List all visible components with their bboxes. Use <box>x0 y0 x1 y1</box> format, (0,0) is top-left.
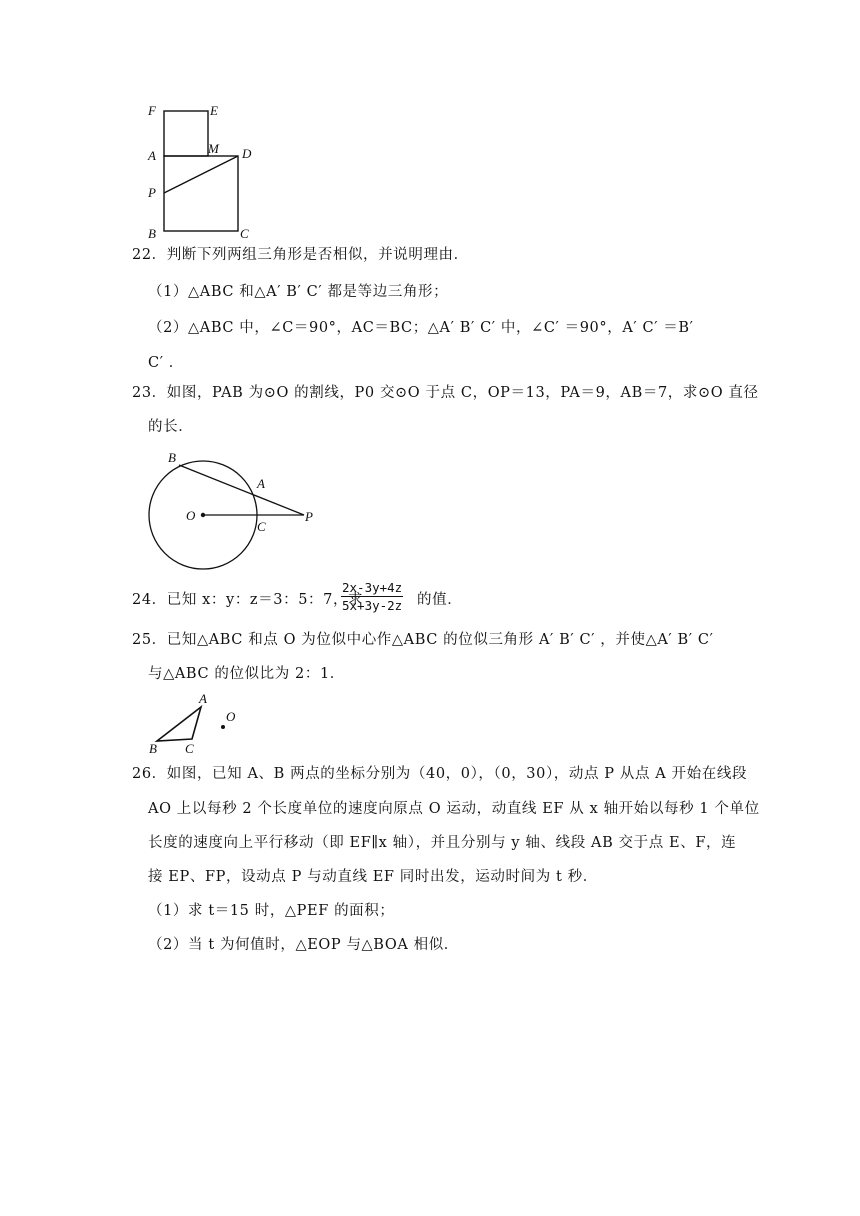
q26-line2: AO 上以每秒 2 个长度单位的速度向原点 O 运动，动直线 EF 从 x 轴开始以每秒 1 个单位 <box>148 801 760 817</box>
q22-part2-line2: C′ ． <box>148 355 184 371</box>
label-b: B <box>149 741 157 756</box>
q25-line1: 25．已知△ABC 和点 O 为位似中心作△ABC 的位似三角形 A′ B′ C′ ，并使△A′ B′ C′ <box>132 632 714 648</box>
label-a: A <box>257 476 265 491</box>
q24-suffix: 的值． <box>417 592 463 608</box>
upper-rectangle <box>164 111 208 156</box>
label-b: B <box>148 226 156 240</box>
triangle-center-figure <box>140 690 250 758</box>
label-c: C <box>257 519 266 534</box>
label-c: C <box>185 741 194 756</box>
q25-line2: 与△ABC 的位似比为 2：1． <box>148 666 345 682</box>
q24-fraction <box>341 580 403 613</box>
label-e: E <box>210 103 218 118</box>
label-a: A <box>199 691 207 706</box>
q24-denominator: 5x+3y-2z <box>342 598 403 613</box>
secant-pab <box>179 465 304 515</box>
q26-line1: 26．如图，已知 A、B 两点的坐标分别为（40，0），（0，30），动点 P 从点 A 开始在线段 <box>132 766 748 782</box>
square-figure <box>140 98 260 240</box>
label-c: C <box>240 226 249 240</box>
label-p: P <box>148 185 156 200</box>
q23-line1: 23．如图，PAB 为⊙O 的割线，P0 交⊙O 于点 C，OP＝13，PA＝9，AB＝7，求⊙O 直径 <box>132 385 759 401</box>
label-m: M <box>208 141 219 156</box>
label-p: P <box>305 509 313 524</box>
label-f: F <box>148 103 156 118</box>
center-point <box>201 513 205 517</box>
lower-square <box>164 156 238 231</box>
q26-part2: （2）当 t 为何值时，△EOP 与△BOA 相似． <box>148 937 459 953</box>
label-o: O <box>226 709 236 724</box>
label-b: B <box>168 450 176 465</box>
q22-part2-line1: （2）△ABC 中，∠C＝90°，AC＝BC；△A′ B′ C′ 中，∠C′ ＝90°，A′ C′ ＝B′ <box>148 320 694 336</box>
q22-stem: 22．判断下列两组三角形是否相似，并说明理由． <box>132 247 469 263</box>
label-d: D <box>242 146 252 161</box>
q22-part1: （1）△ABC 和△A′ B′ C′ 都是等边三角形； <box>148 284 449 300</box>
label-o: O <box>186 508 196 523</box>
triangle-abc <box>157 707 201 741</box>
label-a: A <box>148 148 156 163</box>
circle-secant-figure <box>140 445 320 570</box>
q23-line2: 的长． <box>148 419 194 435</box>
q24-prefix: 24．已知 x：y：z＝3：5：7，求 <box>132 592 364 608</box>
q26-line3: 长度的速度向上平行移动（即 EF∥x 轴），并且分别与 y 轴、线段 AB 交于点 E、F，连 <box>148 835 737 851</box>
segment-pd <box>164 156 238 193</box>
point-o <box>221 725 225 729</box>
q26-part1: （1）求 t＝15 时，△PEF 的面积； <box>148 903 395 919</box>
q26-line4: 接 EP、FP，设动点 P 与动直线 EF 同时出发，运动时间为 t 秒． <box>148 869 598 885</box>
q24-numerator: 2x-3y+4z <box>342 580 403 595</box>
